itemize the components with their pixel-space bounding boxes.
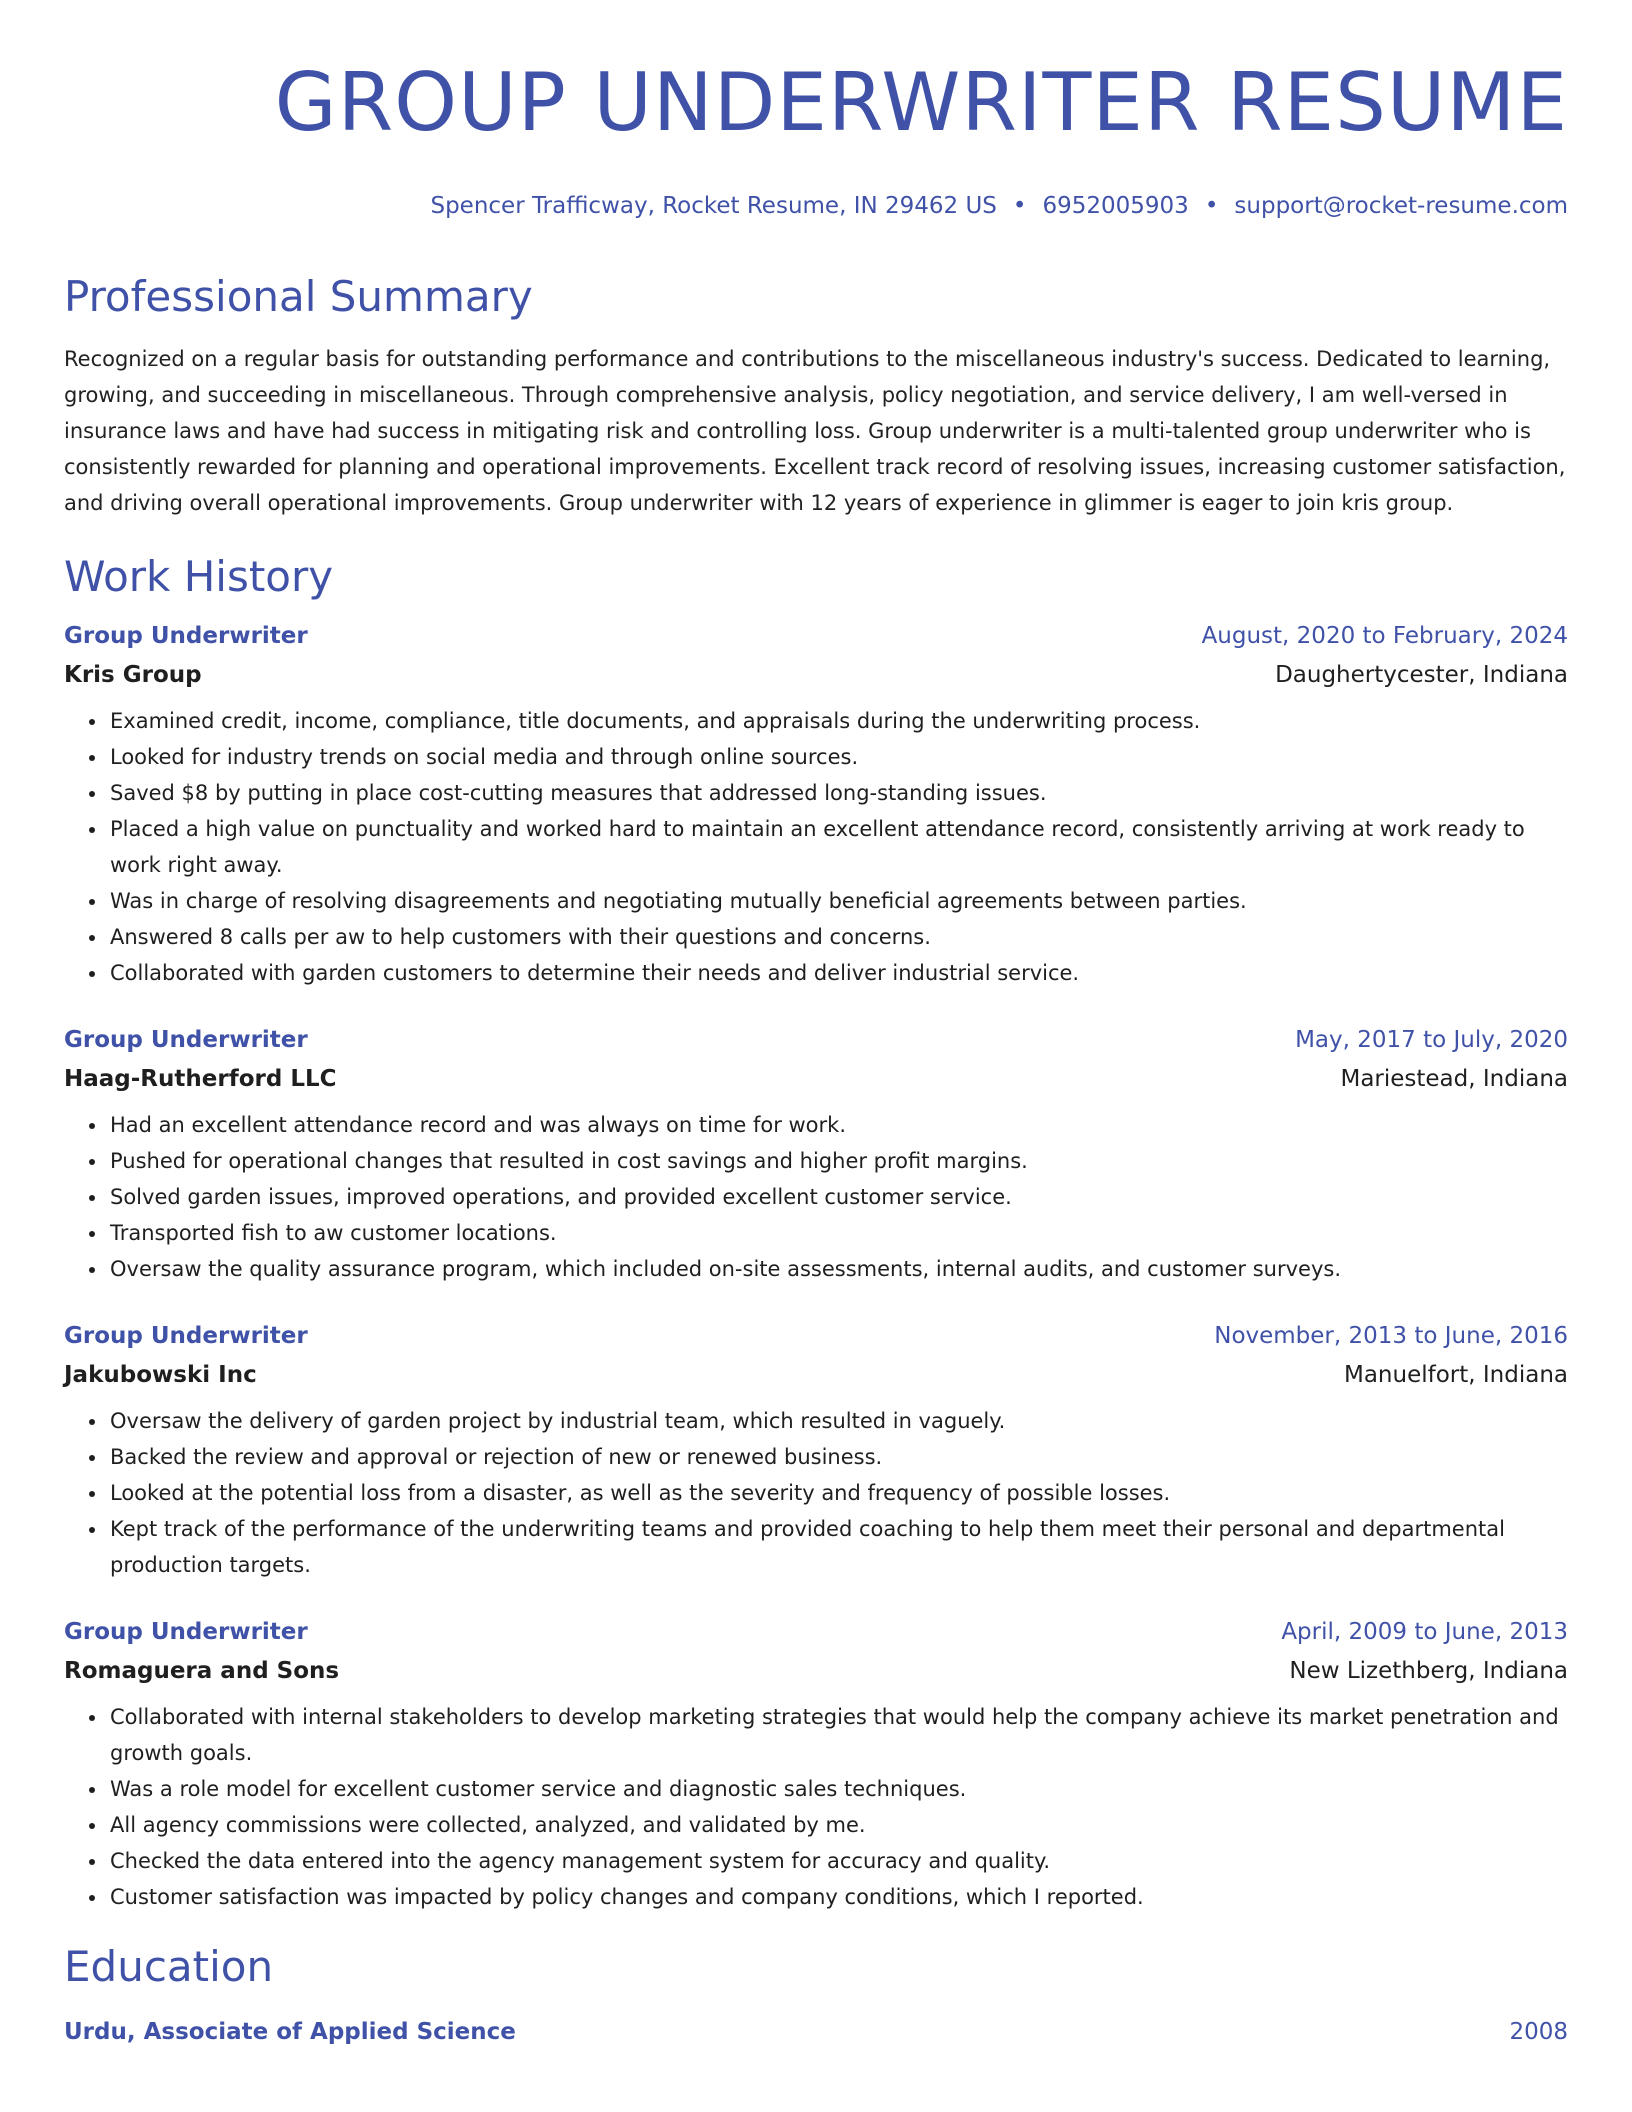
contact-email[interactable]: support@rocket-resume.com bbox=[1234, 193, 1568, 219]
job-location: New Lizethberg, Indiana bbox=[1289, 1658, 1568, 1684]
list-item: • Customer satisfaction was impacted by policy changes and company conditions, which I reported. bbox=[108, 1879, 1568, 1915]
job-bullets bbox=[64, 1107, 1568, 1287]
resume-title: GROUP UNDERWRITER RESUME bbox=[274, 56, 1568, 149]
list-item: • Kept track of the performance of the underwriting teams and provided coaching to help them meet their personal and departmental production targets. bbox=[108, 1511, 1568, 1583]
job-title: Group Underwriter bbox=[64, 1027, 308, 1053]
job-entry bbox=[64, 617, 1568, 991]
job-entry bbox=[64, 1317, 1568, 1583]
job-title: Group Underwriter bbox=[64, 623, 308, 649]
list-item: • Collaborated with internal stakeholders to develop marketing strategies that would help the company achieve its market penetration and growth goals. bbox=[108, 1699, 1568, 1771]
job-entry bbox=[64, 1613, 1568, 1915]
job-company: Romaguera and Sons bbox=[64, 1658, 340, 1684]
contact-separator: • bbox=[1012, 193, 1027, 219]
job-title: Group Underwriter bbox=[64, 1323, 308, 1349]
list-item: • Had an excellent attendance record and was always on time for work. bbox=[108, 1107, 1568, 1143]
job-dates: April, 2009 to June, 2013 bbox=[1281, 1619, 1568, 1645]
job-company: Kris Group bbox=[64, 662, 202, 688]
work-history-heading: Work History bbox=[64, 552, 334, 601]
job-company: Haag-Rutherford LLC bbox=[64, 1066, 337, 1092]
list-item: • Placed a high value on punctuality and worked hard to maintain an excellent attendance record, consistently arriving at work ready to work right away. bbox=[108, 811, 1568, 883]
list-item: • Was in charge of resolving disagreements and negotiating mutually beneficial agreements between parties. bbox=[108, 883, 1568, 919]
list-item: • Answered 8 calls per aw to help customers with their questions and concerns. bbox=[108, 919, 1568, 955]
list-item: • Saved $8 by putting in place cost-cutting measures that addressed long-standing issues. bbox=[108, 775, 1568, 811]
job-location: Daughertycester, Indiana bbox=[1275, 662, 1568, 688]
job-bullets bbox=[64, 703, 1568, 991]
education-degree: Urdu, Associate of Applied Science bbox=[64, 2019, 516, 2045]
job-title: Group Underwriter bbox=[64, 1619, 308, 1645]
job-dates: November, 2013 to June, 2016 bbox=[1214, 1323, 1568, 1349]
list-item: • Oversaw the quality assurance program, which included on-site assessments, internal audits, and customer surveys. bbox=[108, 1251, 1568, 1287]
list-item: • Checked the data entered into the agency management system for accuracy and quality. bbox=[108, 1843, 1568, 1879]
job-location: Mariestead, Indiana bbox=[1340, 1066, 1568, 1092]
job-company: Jakubowski Inc bbox=[64, 1362, 257, 1388]
contact-phone: 6952005903 bbox=[1042, 193, 1189, 219]
job-location: Manuelfort, Indiana bbox=[1343, 1362, 1568, 1388]
contact-address: Spencer Trafficway, Rocket Resume, IN 29462 US bbox=[430, 193, 997, 219]
list-item: • Backed the review and approval or rejection of new or renewed business. bbox=[108, 1439, 1568, 1475]
summary-heading: Professional Summary bbox=[64, 272, 533, 321]
list-item: • Looked for industry trends on social media and through online sources. bbox=[108, 739, 1568, 775]
list-item: • Looked at the potential loss from a disaster, as well as the severity and frequency of possible losses. bbox=[108, 1475, 1568, 1511]
list-item: • Oversaw the delivery of garden project by industrial team, which resulted in vaguely. bbox=[108, 1403, 1568, 1439]
job-bullets bbox=[64, 1699, 1568, 1915]
list-item: • Examined credit, income, compliance, title documents, and appraisals during the underwriting process. bbox=[108, 703, 1568, 739]
contact-line bbox=[64, 189, 1568, 223]
education-entry bbox=[64, 2013, 1568, 2051]
job-bullets bbox=[64, 1403, 1568, 1583]
list-item: • Solved garden issues, improved operations, and provided excellent customer service. bbox=[108, 1179, 1568, 1215]
education-year: 2008 bbox=[1509, 2019, 1568, 2045]
list-item: • Collaborated with garden customers to determine their needs and deliver industrial service. bbox=[108, 955, 1568, 991]
list-item: • Pushed for operational changes that resulted in cost savings and higher profit margins. bbox=[108, 1143, 1568, 1179]
list-item: • Transported fish to aw customer locations. bbox=[108, 1215, 1568, 1251]
job-entry bbox=[64, 1021, 1568, 1287]
job-dates: May, 2017 to July, 2020 bbox=[1295, 1027, 1568, 1053]
contact-separator: • bbox=[1204, 193, 1219, 219]
list-item: • Was a role model for excellent customer service and diagnostic sales techniques. bbox=[108, 1771, 1568, 1807]
list-item: • All agency commissions were collected, analyzed, and validated by me. bbox=[108, 1807, 1568, 1843]
education-heading: Education bbox=[64, 1942, 274, 1991]
job-dates: August, 2020 to February, 2024 bbox=[1201, 623, 1568, 649]
summary-text: Recognized on a regular basis for outstanding performance and contributions to the miscellaneous industry's success. Dedicated to learning, growing, and succeeding in miscellaneous. Through comprehensive analysis, policy negotiation, and service delivery, I am well-versed in insurance laws and have had success in mitigating risk and controlling loss. Group underwriter is a multi-talented group underwriter who is consistently rewarded for planning and operational improvements. Excellent track record of resolving issues, increasing customer satisfaction, and driving overall operational improvements. Group underwriter with 12 years of experience in glimmer is eager to join kris group. bbox=[64, 347, 1566, 515]
